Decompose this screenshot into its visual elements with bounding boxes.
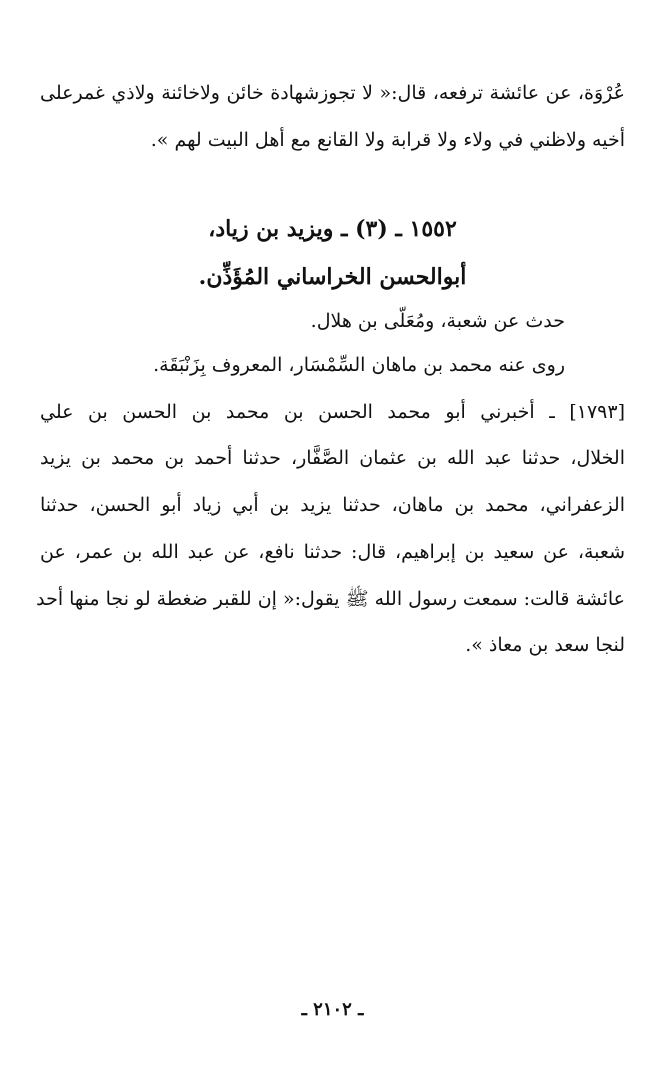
hadith-line-3: الزعفراني، محمد بن ماهان، حدثنا يزيد بن أبي زياد أبو الحسن، حدثنا xyxy=(40,494,625,516)
narrated-by-line: روى عنه محمد بن ماهان السِّمْسَار، المعروف بِزَنْبَقَة. xyxy=(153,354,565,376)
entry-heading-kunya: أبوالحسن الخراساني المُؤَذِّن. xyxy=(198,264,467,290)
hadith-line-4: شعبة، عن سعيد بن إبراهيم، قال: حدثنا نافع، عن عبد الله بن عمر، عن xyxy=(40,541,625,563)
hadith-line-5: عائشة قالت: سمعت رسول الله ﷺ يقول:« إن للقبر ضغطة لو نجا منها أحد xyxy=(36,588,625,610)
hadith-line-2: الخلال، حدثنا عبد الله بن عثمان الصَّفَّار، حدثنا أحمد بن محمد بن يزيد xyxy=(40,447,625,469)
intro-line-2: أخيه ولاظني في ولاء ولا قرابة ولا القانع مع أهل البيت لهم ». xyxy=(150,129,625,151)
hadith-line-6: لنجا سعد بن معاذ ». xyxy=(465,634,625,656)
entry-heading-number-name: ١٥٥٢ ـ (٣) ـ ويزيد بن زياد، xyxy=(208,216,457,242)
hadith-line-1: [١٧٩٣] ـ أخبرني أبو محمد الحسن بن محمد بن الحسن بن علي xyxy=(40,401,625,423)
intro-line-1: عُرْوَة، عن عائشة ترفعه، قال:« لا تجوزشهادة خائن ولاخائنة ولاذي غمرعلى xyxy=(40,82,625,104)
narrated-from-line: حدث عن شعبة، ومُعَلّى بن هلال. xyxy=(310,310,565,332)
page-number: ـ ٢١٠٢ ـ xyxy=(301,999,364,1020)
